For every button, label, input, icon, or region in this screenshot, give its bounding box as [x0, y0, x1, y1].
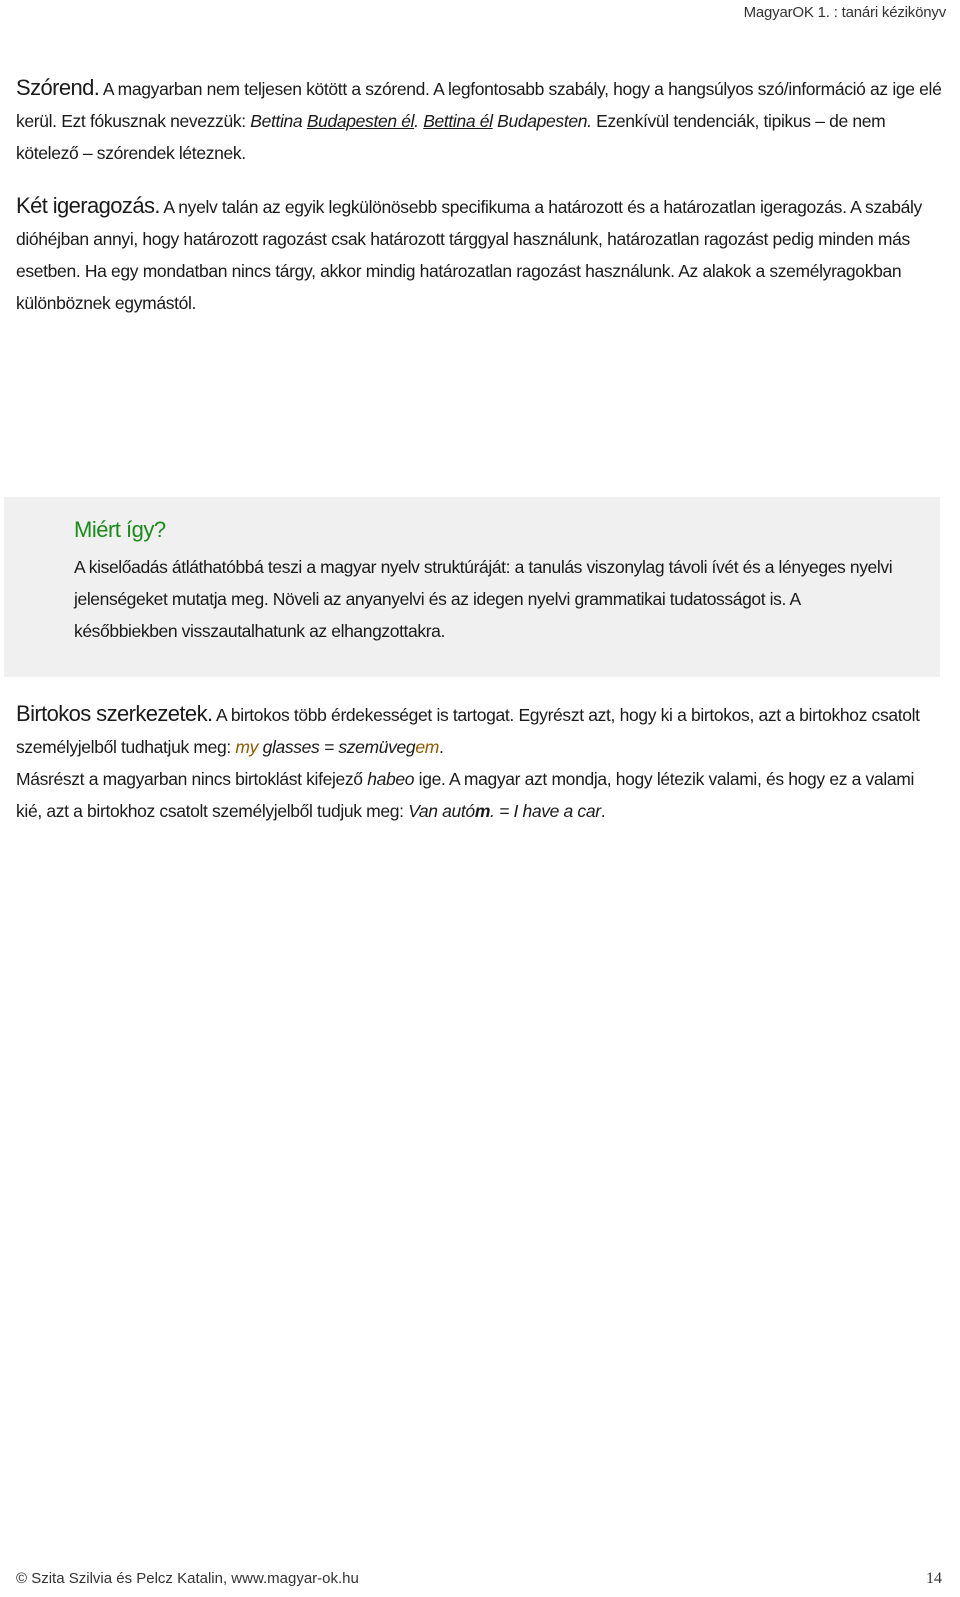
example-suffix-em: em [415, 737, 439, 757]
birtokos-text-2: Másrészt a magyarban nincs birtoklást kifejező [16, 769, 368, 789]
igeragozas-text: A nyelv talán az egyik legkülönösebb specifikuma a határozott és a határozatlan igeragozás. A szabály dióhéjban annyi, hogy határozott ragozást csak határozott tárggyal használunk, határozatlan ragozást pedig minden más esetben. Ha egy mondatban nincs tárgy, akkor mindig határozatlan ragozást használunk. Az alakok a személyragokban különböznek egymástól. [16, 197, 922, 313]
miert-igy-title: Miért így? [74, 517, 166, 542]
habeo-term: habeo [367, 769, 415, 789]
birtokos-text-1: A birtokos több érdekességet is tartogat. Egyrészt azt, hogy ki a birtokos, azt a birtokhoz csatolt személyjelből tudhatjuk meg: [16, 705, 920, 757]
section-birtokos [16, 698, 944, 827]
example-1-focus: Budapesten él [306, 111, 415, 131]
example-my: my [235, 737, 259, 757]
igeragozas-paragraph [16, 190, 944, 319]
footer-copyright: © Szita Szilvia és Pelcz Katalin, www.magyar-ok.hu [16, 1570, 359, 1587]
example-2 [423, 111, 591, 131]
example-suffix-m: m [474, 801, 491, 821]
example-1-end: . [438, 737, 444, 757]
section-szorend [16, 72, 944, 169]
example-2-end: . [600, 801, 606, 821]
example-2-focus: Bettina él [423, 111, 493, 131]
szorend-heading: Szórend. [16, 75, 100, 100]
birtokos-paragraph-2 [16, 763, 944, 827]
example-1-subject: Bettina [250, 111, 307, 131]
example-glasses: glasses = szemüveg [258, 737, 416, 757]
szorend-text-2: Ezenkívül tendenciák, tipikus – de nem kötelező – szórendek léteznek. [16, 111, 886, 163]
section-igeragozas [16, 190, 944, 319]
igeragozas-heading: Két igeragozás. [16, 193, 160, 218]
example-i-have-a-car: . = I have a car [490, 801, 601, 821]
miert-igy-box [4, 497, 940, 677]
birtokos-heading: Birtokos szerkezetek. [16, 701, 213, 726]
birtokos-example-1 [235, 737, 439, 757]
running-header: MagyarOK 1. : tanári kézikönyv [743, 4, 946, 21]
szorend-paragraph [16, 72, 944, 169]
szorend-text-1: A magyarban nem teljesen kötött a szórend. A legfontosabb szabály, hogy a hangsúlyos szó/információ az ige elé kerül. Ezt fókusznak nevezzük: [16, 79, 942, 131]
example-2-rest: Budapesten. [492, 111, 592, 131]
birtokos-paragraph-1 [16, 698, 944, 763]
birtokos-text-3: ige. A magyar azt mondja, hogy létezik valami, és hogy ez a valami kié, azt a birtokhoz csatolt személyjelből tudjuk meg: [16, 769, 915, 821]
page-number: 14 [926, 1570, 942, 1587]
example-1 [250, 111, 423, 131]
example-1-punct: . [414, 111, 424, 131]
miert-igy-body: A kiselőadás átláthatóbbá teszi a magyar nyelv struktúráját: a tanulás viszonylag távoli ívét és a lényeges nyelvi jelenségeket mutatja meg. Növeli az anyanyelvi és az idegen nyelvi grammatikai tudatosságot is. A későbbiekben visszautalhatunk az elhangzottakra. [74, 557, 893, 641]
birtokos-example-2 [408, 801, 601, 821]
example-van-auto: Van autó [408, 801, 475, 821]
